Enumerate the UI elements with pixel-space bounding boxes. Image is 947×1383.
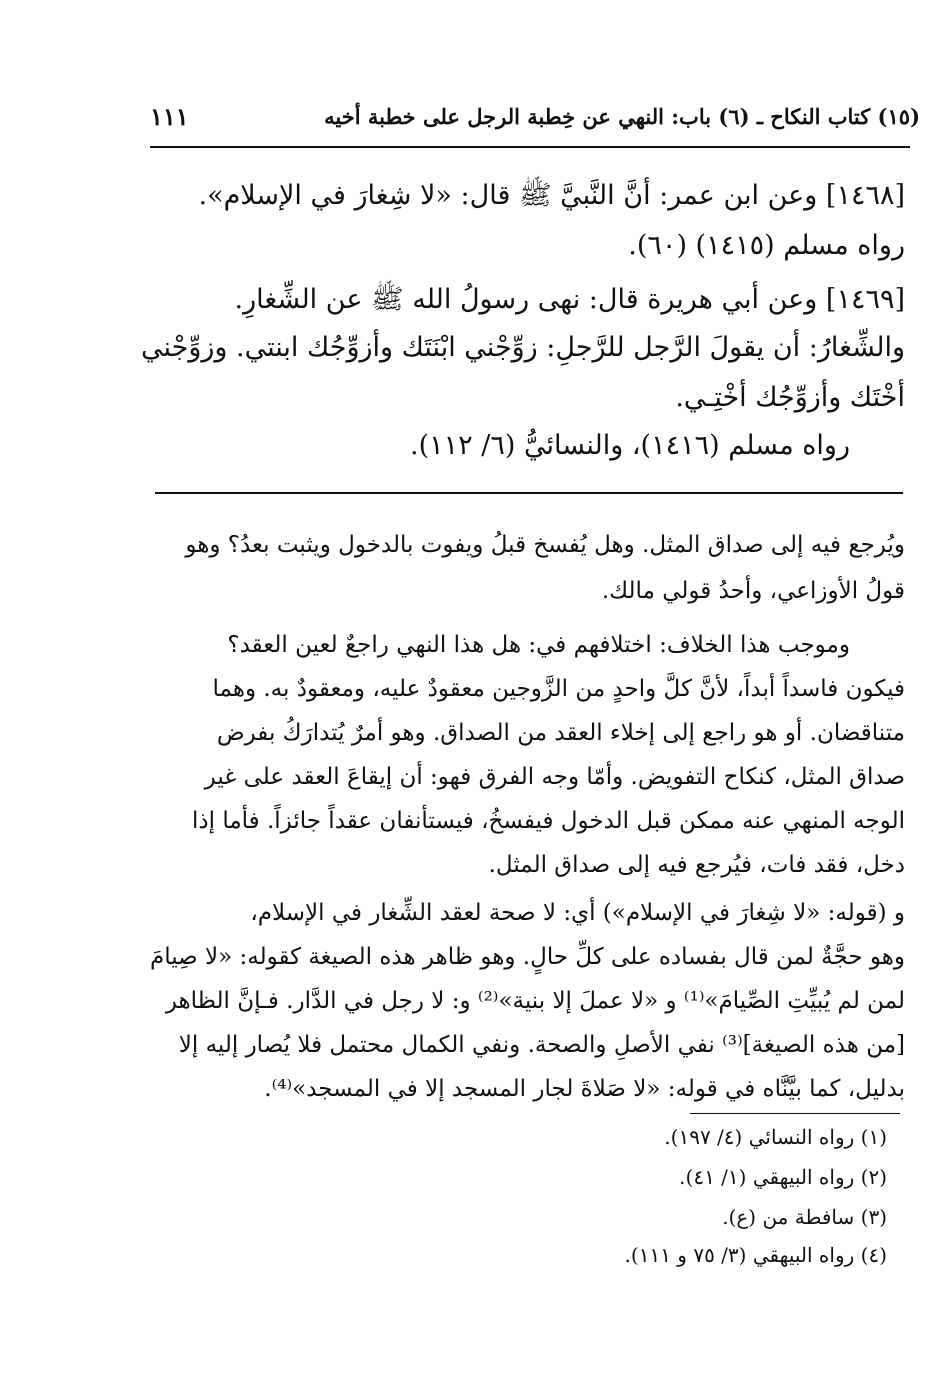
- commentary-line: بدليل، كما بيَّنَّاه في قوله: «لا صَلاةَ لجار المسجد إلا في المسجد»⁽⁴⁾.: [264, 1076, 905, 1102]
- footnote: (٤) رواه البيهقي (٣/ ٧٥ و ١١١).: [624, 1243, 887, 1267]
- commentary-line: ويُرجع فيه إلى صداق المثل. وهل يُفسخ قبلُ ويفوت بالدخول ويثبت بعدُ؟ وهو: [185, 532, 905, 558]
- commentary-line: دخل، فقد فات، فيُرجع فيه إلى صداق المثل.: [488, 852, 905, 878]
- hadith-line: رواه مسلم (١٤١٥) (٦٠).: [628, 230, 905, 261]
- header-rule: [150, 146, 910, 148]
- commentary-line: و (قوله: «لا شِغارَ في الإسلام») أي: لا صحة لعقد الشِّغار في الإسلام،: [250, 900, 905, 926]
- commentary-line: فيكون فاسداً أبداً، لأنَّ كلَّ واحدٍ من الزَّوجين معقودٌ عليه، ومعقودٌ به. وهما: [212, 676, 905, 702]
- commentary-line: وهو حجَّةٌ لمن قال بفساده على كلِّ حالٍ. وهو ظاهر هذه الصيغة كقوله: «لا صِيامَ: [149, 944, 905, 970]
- footnote: (١) رواه النسائي (٤/ ١٩٧).: [664, 1125, 887, 1149]
- hadith-line: [١٤٦٨] وعن ابن عمر: أنَّ النَّبيَّ ﷺ قال: «لا شِغارَ في الإسلام».: [198, 180, 905, 211]
- commentary-line: الوجه المنهي عنه ممكن قبل الدخول فيفسخُ، فيستأنفان عقداً جائزاً. فأما إذا: [192, 808, 905, 834]
- section-separator: [155, 492, 903, 494]
- footnote-rule: [690, 1113, 900, 1114]
- hadith-line: أخْتَك وأزوِّجُك أخْتِـي.: [675, 382, 905, 413]
- footnote: (٢) رواه البيهقي (١/ ٤١).: [679, 1165, 887, 1189]
- hadith-line: [١٤٦٩] وعن أبي هريرة قال: نهى رسولُ الله ﷺ عن الشِّغارِ.: [234, 284, 905, 315]
- hadith-line: رواه مسلم (١٤١٦)، والنسائيُّ (٦/ ١١٢).: [410, 430, 850, 461]
- commentary-line: متناقضان. أو هو راجع إلى إخلاء العقد من الصداق. وهو أمرٌ يُتدارَكُ بفرض: [216, 720, 905, 746]
- page-number: ١١١: [150, 102, 189, 131]
- header-title: (١٥) كتاب النكاح ـ (٦) باب: النهي عن خِطبة الرجل على خطبة أخيه: [324, 104, 920, 129]
- commentary-line: لمن لم يُبيِّتِ الصِّيامَ»⁽¹⁾ و «لا عملَ إلا بنية»⁽²⁾ و: لا رجل في الدَّار. فـإنَّ الظاهر: [165, 988, 905, 1014]
- footnote: (٣) سافطة من (ع).: [722, 1205, 887, 1229]
- commentary-line: قولُ الأوزاعي، وأحدُ قولي مالك.: [601, 578, 905, 604]
- commentary-line: [من هذه الصيغة]⁽³⁾ نفي الأصلِ والصحة. ونفي الكمال محتمل فلا يُصار إليه إلا: [178, 1032, 905, 1058]
- running-header: [150, 104, 920, 144]
- hadith-line: والشِّغارُ: أن يقولَ الرَّجل للرَّجلِ: زوِّجْني ابْنَتَك وأزوِّجُك ابنتي. وزوِّجْني: [140, 332, 905, 363]
- commentary-line: وموجب هذا الخلاف: اختلافهم في: هل هذا النهي راجعٌ لعين العقد؟: [227, 632, 850, 658]
- commentary-line: صداق المثل، كنكاح التفويض. وأمّا وجه الفرق فهو: أن إيقاعَ العقد على غير: [204, 764, 905, 790]
